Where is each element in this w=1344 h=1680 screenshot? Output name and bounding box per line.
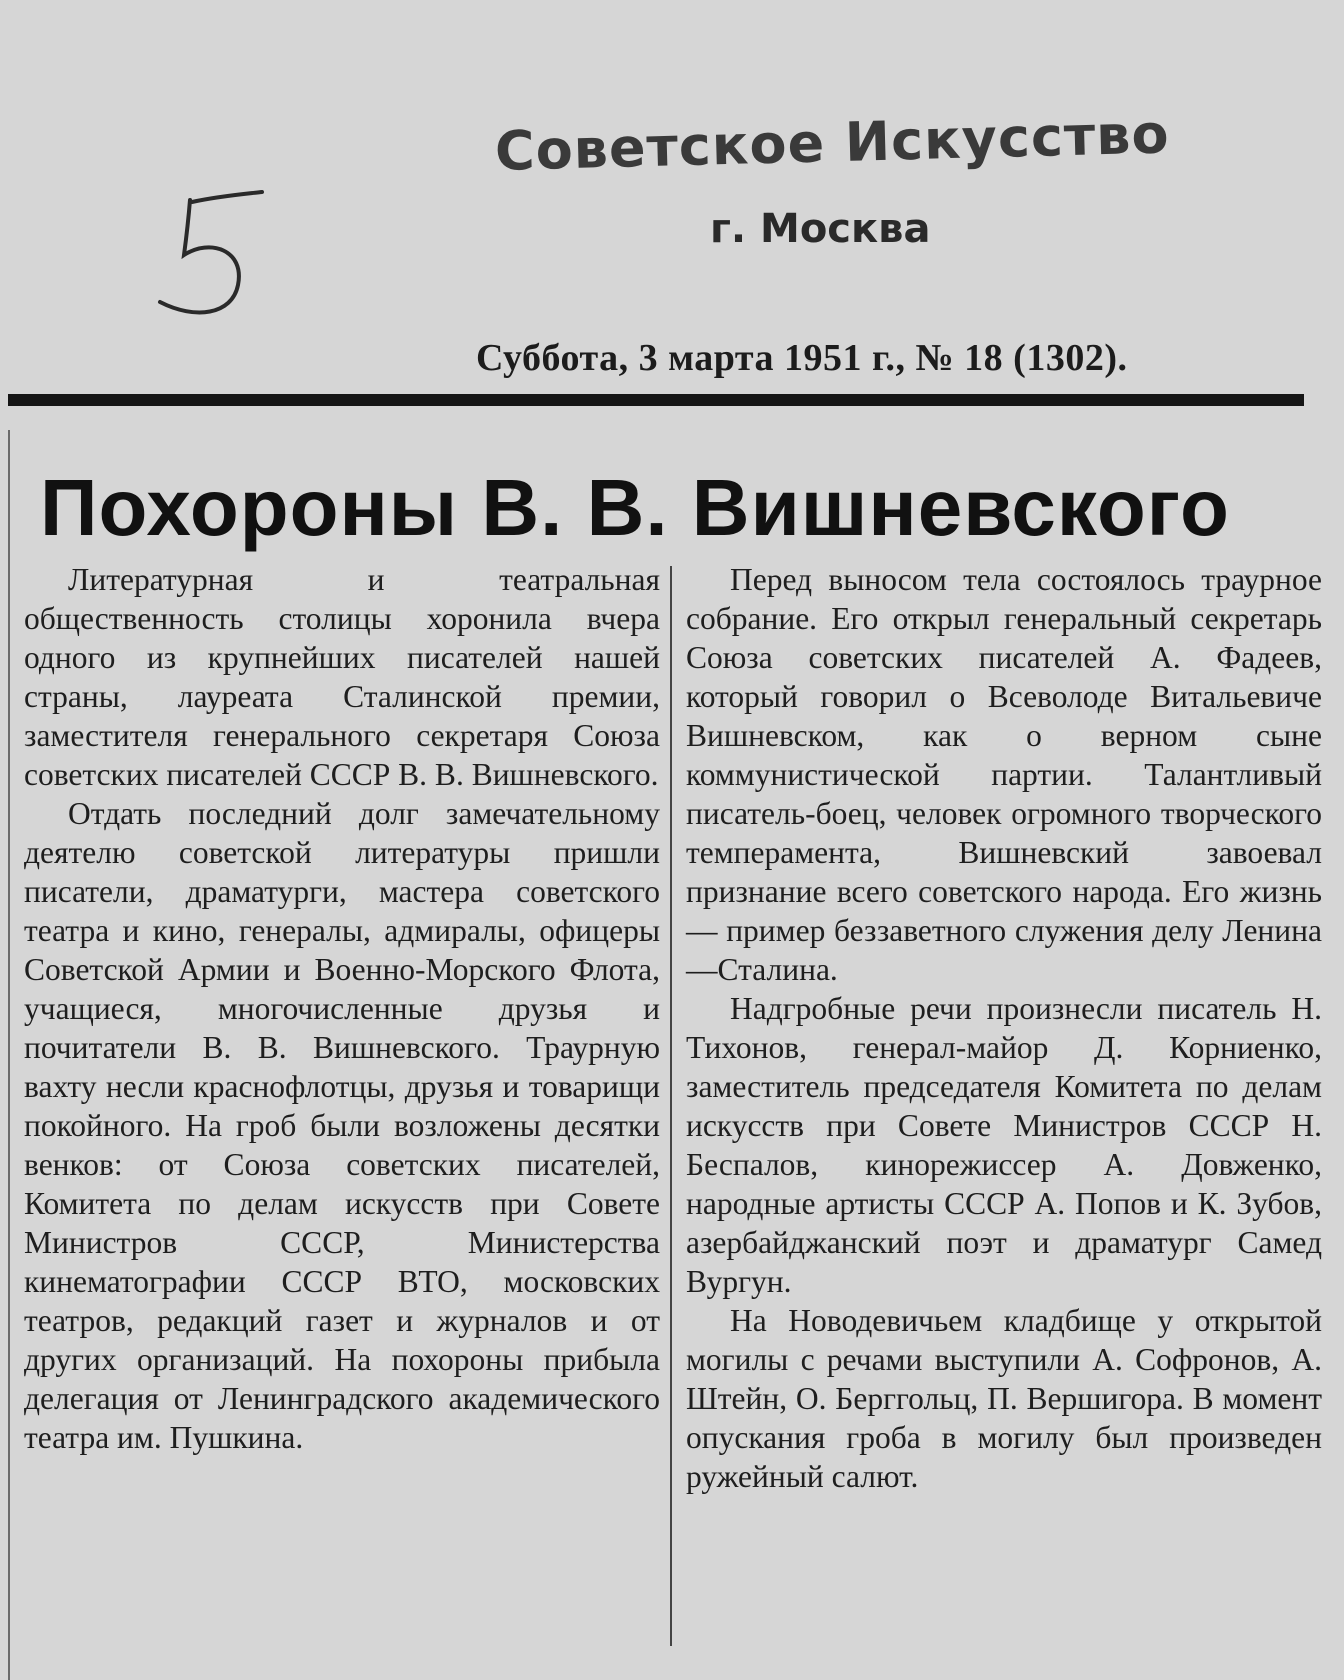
clipping-edge [8, 430, 10, 1680]
handwritten-page-number [150, 180, 280, 340]
column-divider [670, 566, 672, 1646]
article-right-column [686, 560, 1322, 1496]
stamp-publication-name: Советское Искусство [494, 102, 1171, 183]
paragraph: Перед выносом тела состоялось траурное собрание. Его открыл генеральный секретарь Союза советских писателей А. Фадеев, который говорил о Всеволоде Витальевиче Вишневском, как о верном сыне коммунистической партии. Талантливый писатель-боец, человек огромного творческого темперамента, Вишневский завоевал признание всего советского народа. Его жизнь — пример беззаветного служения делу Ленина—Сталина. [686, 562, 1322, 987]
issue-date-line: Суббота, 3 марта 1951 г., № 18 (1302). [476, 337, 1128, 379]
article-headline: Похороны В. В. Вишневского [40, 463, 1230, 552]
header-rule [8, 394, 1304, 406]
paragraph: Отдать последний долг замечательному деятелю советской литературы пришли писатели, драматурги, мастера советского театра и кино, генералы, адмиралы, офицеры Советской Армии и Военно-Морского Флота, учащиеся, многочисленные друзья и почитатели В. В. Вишневского. Траурную вахту несли краснофлотцы, друзья и товарищи покойного. На гроб были возложены десятки венков: от Союза советских писателей, Комитета по делам искусств при Совете Министров СССР, Министерства кинематографии СССР ВТО, московских театров, редакций газет и журналов и от других организаций. На похороны прибыла делегация от Ленинградского академического театра им. Пушкина. [24, 796, 660, 1455]
paragraph: Литературная и театральная общественность столицы хоронила вчера одного из крупнейших писателей нашей страны, лауреата Сталинской премии, заместителя генерального секретаря Союза советских писателей СССР В. В. Вишневского. [24, 562, 660, 792]
stamp-city: г. Москва [710, 206, 931, 252]
paragraph: На Новодевичьем кладбище у открытой могилы с речами выступили А. Софронов, А. Штейн, О. Берггольц, П. Вершигора. В момент опускания гроба в могилу был произведен ружейный салют. [686, 1303, 1322, 1494]
publication-stamp [494, 102, 1195, 252]
article-left-column [24, 560, 660, 1457]
paragraph: Надгробные речи произнесли писатель Н. Тихонов, генерал-майор Д. Корниенко, заместитель председателя Комитета по делам искусств при Совете Министров СССР Н. Беспалов, кинорежиссер А. Довженко, народные артисты СССР А. Попов и К. Зубов, азербайджанский поэт и драматург Самед Вургун. [686, 991, 1322, 1299]
